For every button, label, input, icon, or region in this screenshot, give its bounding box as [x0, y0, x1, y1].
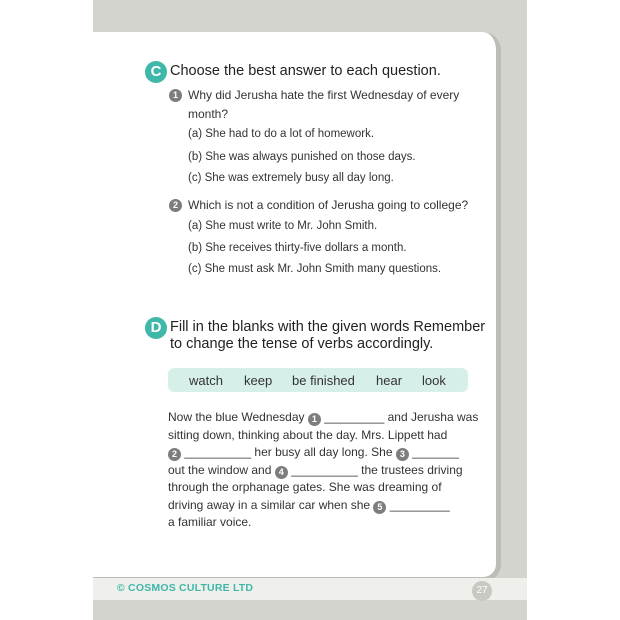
question-1-option-c: (c) She was extremely busy all day long.: [188, 172, 394, 184]
question-2-option-c: (c) She must ask Mr. John Smith many questions.: [188, 263, 442, 275]
section-d-badge: D: [145, 317, 167, 339]
paragraph-line: driving away in a similar car when she 5 _________: [168, 497, 450, 512]
word-bank-word: watch: [189, 373, 223, 388]
word-bank-word: keep: [244, 373, 273, 388]
word-bank-word: be finished: [292, 373, 355, 388]
paragraph-line: Now the blue Wednesday 1 _________ and Jerusha was: [168, 410, 479, 424]
blank-number-3: 3: [396, 448, 409, 461]
question-2-option-b: (b) She receives thirty-five dollars a month.: [188, 242, 407, 254]
paragraph-line: sitting down, thinking about the day. Mrs. Lippett had: [168, 427, 448, 442]
paragraph-line: [168, 444, 473, 462]
blank-number-5: 5: [373, 501, 386, 514]
copyright-text: © COSMOS CULTURE LTD: [117, 582, 254, 594]
section-c-badge: C: [145, 61, 167, 83]
question-1-text-line1: Why did Jerusha hate the first Wednesday of every: [188, 88, 460, 102]
question-1-option-a: (a) She had to do a lot of homework.: [188, 128, 375, 140]
blank-4: __________ the trustees driving: [287, 462, 463, 477]
question-2-option-a: (a) She must write to Mr. John Smith.: [188, 220, 378, 232]
blank-5: _________: [386, 497, 450, 512]
blank-number-4: 4: [275, 466, 288, 479]
blank-2: __________ her busy all day long. She: [181, 445, 396, 459]
section-d-title-line1: Fill in the blanks with the given words Remember: [170, 319, 486, 335]
question-2-number: 2: [169, 199, 182, 212]
blank-number-1: 1: [308, 413, 321, 426]
question-1-option-b: (b) She was always punished on those days.: [188, 151, 416, 163]
paragraph-line: through the orphanage gates. She was dreaming of: [168, 480, 442, 494]
question-1-text-line2: month?: [188, 107, 229, 121]
paragraph-line: a familiar voice.: [168, 515, 252, 529]
paragraph-line: out the window and 4 __________ the trustees driving: [168, 462, 463, 477]
section-c-title: Choose the best answer to each question.: [170, 63, 441, 79]
page-number: 27: [472, 581, 492, 601]
question-1-number: 1: [169, 89, 182, 102]
fill-in-paragraph: [168, 409, 479, 532]
blank-number-2: 2: [168, 448, 181, 461]
blank-3: _______: [408, 445, 459, 459]
word-bank-word: look: [422, 373, 446, 388]
word-bank-word: hear: [376, 373, 403, 388]
question-2-text: Which is not a condition of Jerusha going to college?: [188, 198, 469, 212]
section-d-title-line2: to change the tense of verbs accordingly.: [170, 336, 434, 352]
blank-1: _________ and Jerusha was: [320, 410, 479, 424]
